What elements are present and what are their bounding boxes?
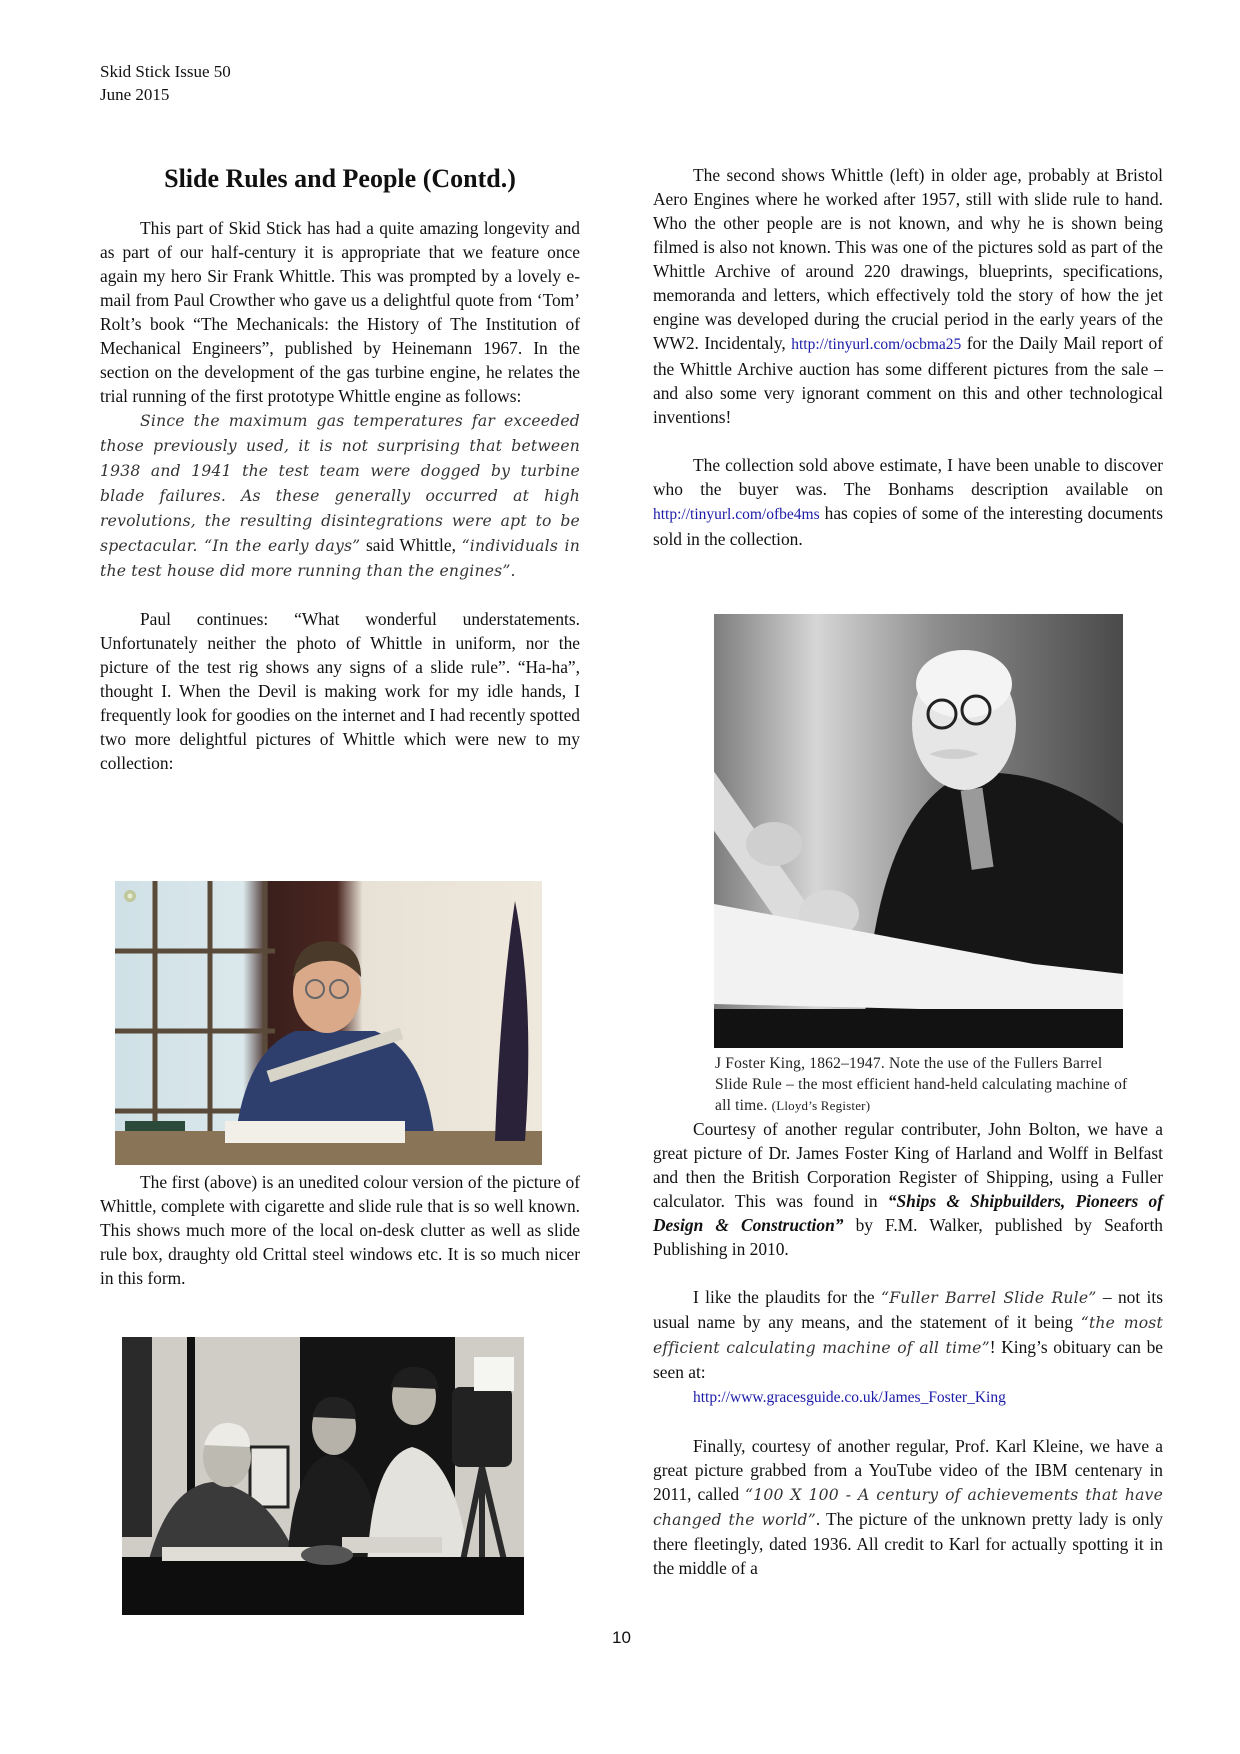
ibm-text-b: . The picture of the unknown pretty lady is only there fleetingly, dated 1936. All credit to Karl for actually spotting it in the middle of a: [653, 1509, 1164, 1578]
whittle-older-illustration: [122, 1337, 524, 1615]
flower-watermark-icon: [123, 889, 137, 903]
quote-attribution: said Whittle,: [360, 535, 462, 555]
ibm-paragraph: [653, 1434, 1163, 1580]
issue-header: [100, 60, 231, 106]
plaudits-text-a: I like the plaudits for the: [693, 1287, 882, 1307]
caption-text: J Foster King, 1862–1947. Note the use of the Fullers Barrel Slide Rule – the most efficient hand-held calculating machine of all time.: [715, 1055, 1128, 1114]
collection-text-b: has copies of some of the interesting documents sold in the collection.: [653, 503, 1163, 549]
rolt-quote: [100, 408, 580, 583]
quote-part-b: “individuals in the test house did more running than the engines”.: [100, 537, 580, 580]
foster-king-paragraph: [653, 1117, 1163, 1261]
second-photo-text-a: The second shows Whittle (left) in older age, probably at Bristol Aero Engines where he worked after 1957, still with slide rule to hand. Who the other people are is not known, and why he is shown being filmed is also not known. This was one of the pictures sold as part of the Whittle Archive of around 220 drawings, blueprints, specifications, memoranda and letters, which effectively told the story of how the jet engine was developed during the crucial period in the early years of the WW2. Incidentaly,: [653, 165, 1163, 353]
bonhams-link[interactable]: http://tinyurl.com/ofbe4ms: [653, 506, 820, 523]
graces-guide-link[interactable]: http://www.gracesguide.co.uk/James_Foster_King: [693, 1389, 1006, 1406]
colouriser-watermark: [123, 889, 137, 905]
foster-king-illustration: [714, 614, 1123, 1048]
whittle-colour-illustration: [115, 881, 542, 1165]
paul-continues-paragraph: Paul continues: “What wonderful understatements. Unfortunately neither the photo of Whittle in uniform, nor the picture of the test rig shows any signs of a slide rule”. “Ha-ha”, thought I. When the Devil is making work for my idle hands, I frequently look for goodies on the internet and I had recently spotted two more delightful pictures of Whittle which were new to my collection:: [100, 609, 580, 773]
ibm-video-title: “100 X 100 - A century of achievements that have changed the world”: [653, 1486, 1163, 1529]
issue-date: June 2015: [100, 85, 170, 104]
second-photo-text-b: for the Daily Mail report of the Whittle Archive auction has some different pictures from the sale – and also some very ignorant comment on this and other technological inventions!: [653, 333, 1163, 427]
quote-part-a: Since the maximum gas temperatures far exceeded those previously used, it is not surprising that between 1938 and 1941 the test team were dogged by turbine blade failures. As these generally occurred at high revolutions, the resulting disintegrations were apt to be spectacular. “In the early days”: [100, 412, 580, 555]
ibm-text-a: Finally, courtesy of another regular, Prof. Karl Kleine, we have a great picture grabbed from a YouTube video of the IBM centenary in 2011, called: [653, 1436, 1163, 1504]
book-title: “Ships & Shipbuilders, Pioneers of Design & Construction”: [653, 1191, 1163, 1235]
page-number: 10: [612, 1628, 631, 1647]
whittle-colour-photo: [115, 881, 542, 1165]
article-title: Slide Rules and People (Contd.): [164, 164, 516, 193]
first-photo-description: The first (above) is an unedited colour version of the picture of Whittle, complete with cigarette and slide rule that is so well known. This shows much more of the local on-desk clutter as well as slide rule box, draughty old Crittal steel windows etc. It is so much nicer in this form.: [100, 1172, 580, 1288]
plaudits-quote-2: “the most efficient calculating machine of all time”: [653, 1314, 1163, 1357]
right-column-top: [653, 163, 1163, 551]
second-photo-paragraph: [653, 163, 1163, 429]
foster-king-photo: [714, 614, 1123, 1048]
left-column-bottom: [100, 1170, 580, 1290]
plaudits-text-b: – not its usual name by any means, and the statement of it being: [653, 1287, 1163, 1332]
whittle-older-photo: [122, 1337, 524, 1615]
foster-king-text-b: by F.M. Walker, published by Seaforth Publishing in 2010.: [653, 1215, 1163, 1259]
daily-mail-link[interactable]: http://tinyurl.com/ocbma25: [791, 336, 962, 353]
foster-king-text-a: Courtesy of another regular contributer, John Bolton, we have a great picture of Dr. James Foster King of Harland and Wolff in Belfast and then the British Corporation Register of Shipping, using a Fuller calculator. This was found in: [653, 1119, 1163, 1211]
plaudits-paragraph: [653, 1285, 1163, 1384]
right-column-bottom: [653, 1117, 1163, 1580]
left-column-top: [100, 164, 580, 775]
collection-paragraph: [653, 453, 1163, 551]
plaudits-text-c: ! King’s obituary can be seen at:: [653, 1337, 1163, 1382]
foster-king-caption: [715, 1053, 1135, 1116]
plaudits-quote-1: “Fuller Barrel Slide Rule”: [881, 1289, 1097, 1307]
collection-text-a: The collection sold above estimate, I have been unable to discover who the buyer was. The Bonhams description available on: [653, 455, 1163, 499]
caption-source: (Lloyd’s Register): [771, 1098, 871, 1113]
graces-guide-line: [653, 1384, 1163, 1410]
issue-title: Skid Stick Issue 50: [100, 62, 231, 81]
intro-paragraph: This part of Skid Stick has had a quite amazing longevity and as part of our half-century it is appropriate that we feature once again my hero Sir Frank Whittle. This was prompted by a lovely e-mail from Paul Crowther who gave us a delightful quote from ‘Tom’ Rolt’s book “The Mechanicals: the History of The Institution of Mechanical Engineers”, published by Heinemann 1967. In the section on the development of the gas turbine engine, he relates the trial running of the first prototype Whittle engine as follows:: [100, 218, 580, 406]
